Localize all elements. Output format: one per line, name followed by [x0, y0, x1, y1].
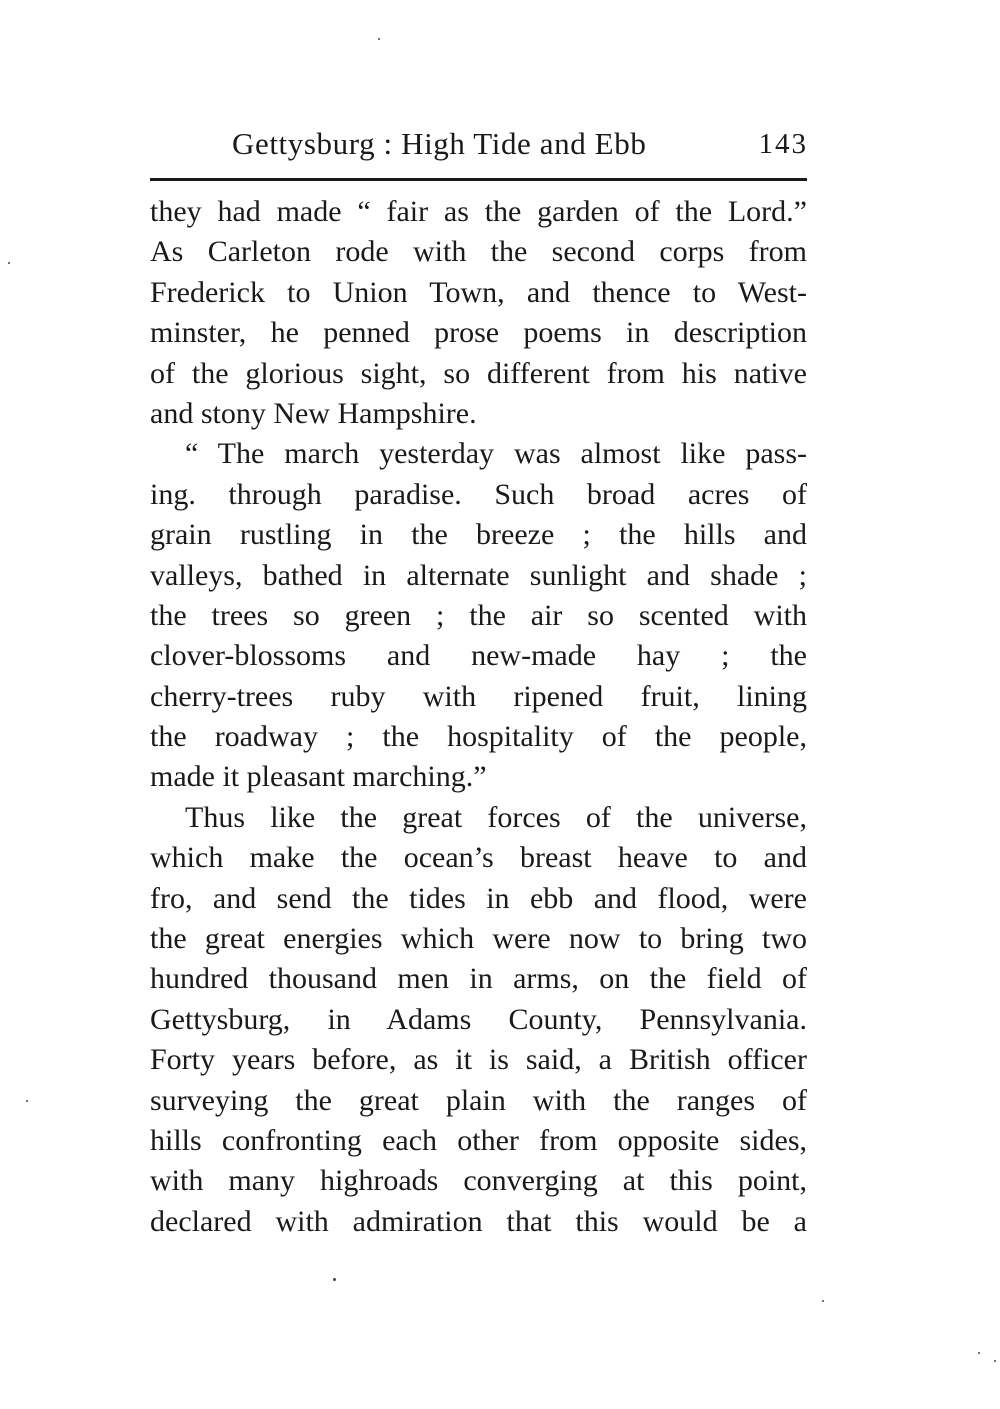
text-line: fro, and send the tides in ebb and flood, were: [150, 881, 807, 915]
scan-speck: [8, 262, 10, 264]
text-line: Forty years before, as it is said, a British officer: [150, 1043, 807, 1077]
text-line: hundred thousand men in arms, on the field of: [150, 962, 807, 996]
scan-speck: [378, 38, 380, 40]
text-line: they had made “ fair as the garden of the Lord.”: [150, 195, 807, 228]
header-rule: [150, 178, 807, 181]
scan-speck: [822, 1300, 824, 1302]
text-line: hills confronting each other from opposite sides,: [150, 1123, 807, 1157]
text-line: grain rustling in the breeze ; the hills and: [150, 518, 807, 552]
text-line: ing. through paradise. Such broad acres of: [150, 477, 807, 511]
text-line: Thus like the great forces of the universe,: [185, 800, 807, 834]
body-text: [150, 192, 807, 1242]
text-line: which make the ocean’s breast heave to and: [150, 841, 807, 875]
page-number: 143: [758, 128, 808, 160]
text-line: cherry-trees ruby with ripened fruit, lining: [150, 679, 807, 713]
running-title: Gettysburg : High Tide and Ebb: [232, 126, 647, 161]
text-line: valleys, bathed in alternate sunlight and shade ;: [150, 558, 807, 592]
scan-speck: [978, 1352, 980, 1354]
text-line: with many highroads converging at this point,: [150, 1164, 807, 1198]
text-line: surveying the great plain with the ranges of: [150, 1083, 807, 1117]
text-line: Gettysburg, in Adams County, Pennsylvania.: [150, 1002, 807, 1036]
text-line: minster, he penned prose poems in description: [150, 316, 807, 350]
text-line: declared with admiration that this would be a: [150, 1204, 807, 1238]
scan-speck: [994, 1360, 996, 1362]
running-head: [150, 122, 808, 166]
scan-speck: [26, 1100, 28, 1102]
text-line: As Carleton rode with the second corps from: [150, 235, 807, 269]
text-line: the roadway ; the hospitality of the people,: [150, 720, 807, 754]
text-line: the great energies which were now to bring two: [150, 922, 807, 956]
scan-speck: [333, 1278, 336, 1281]
text-line: “ The march yesterday was almost like pass-: [185, 437, 807, 471]
text-line: of the glorious sight, so different from his native: [150, 356, 807, 390]
text-line: the trees so green ; the air so scented with: [150, 598, 807, 632]
text-line: made it pleasant marching.”: [150, 760, 487, 794]
text-line: and stony New Hampshire.: [150, 396, 477, 430]
text-line: clover-blossoms and new-made hay ; the: [150, 639, 807, 673]
text-line: Frederick to Union Town, and thence to West-: [150, 275, 807, 309]
